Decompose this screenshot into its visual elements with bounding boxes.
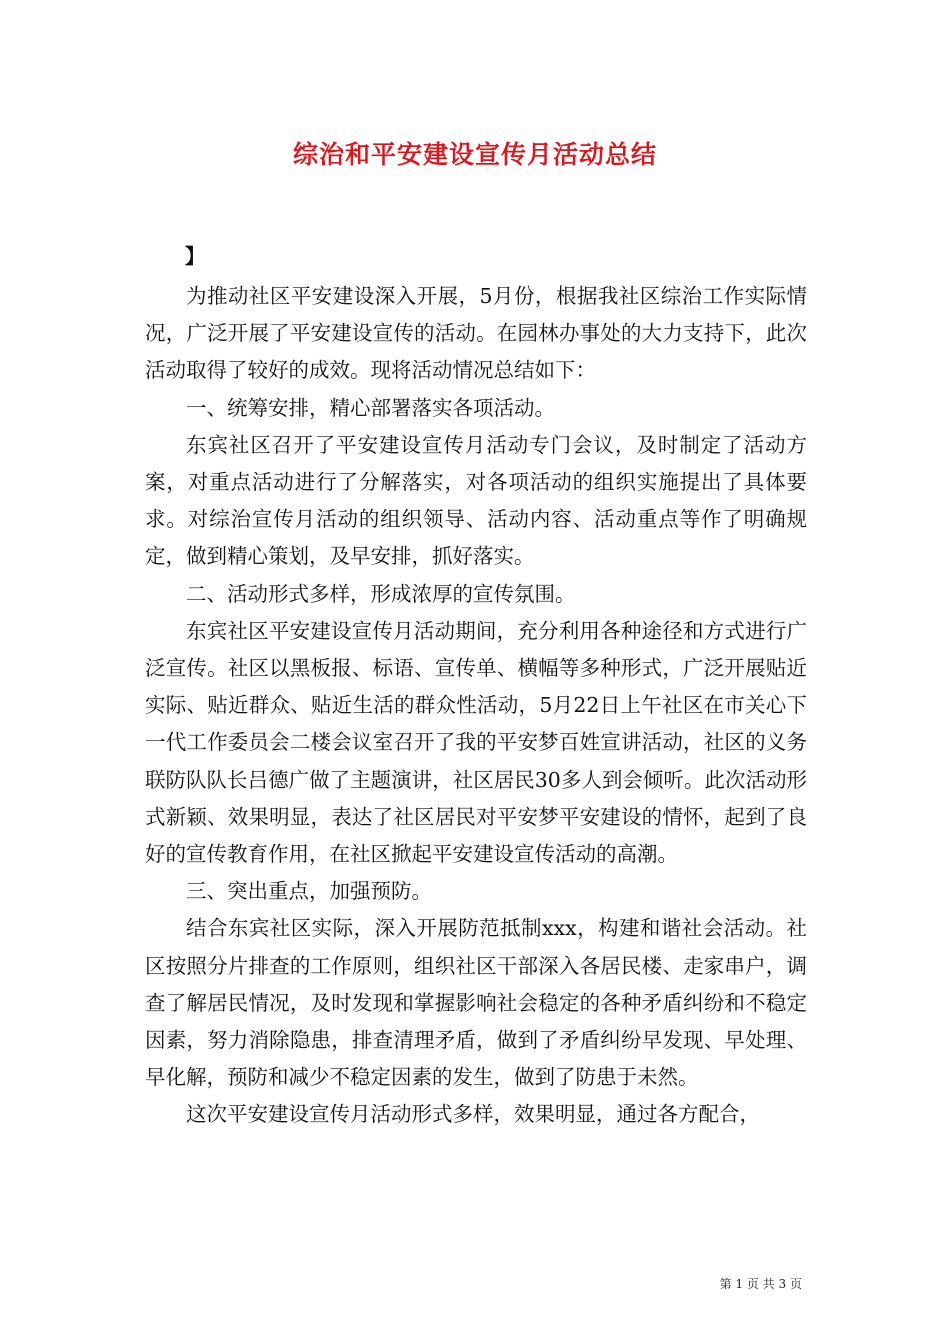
paragraph-intro: 为推动社区平安建设深入开展，5月份，根据我社区综治工作实际情况，广泛开展了平安建设宣传的活动。在园林办事处的大力支持下，此次活动取得了较好的成效。现将活动情况总结如下： xyxy=(145,284,807,383)
bracket-mark: 】 xyxy=(185,244,205,268)
document-body xyxy=(145,278,807,1134)
section-heading-2: 二、活动形式多样，形成浓厚的宣传氛围。 xyxy=(186,581,576,606)
paragraph-closing: 这次平安建设宣传月活动形式多样，效果明显，通过各方配合， xyxy=(186,1102,760,1127)
section-heading-3: 三、突出重点，加强预防。 xyxy=(186,879,432,904)
section-heading-1: 一、统筹安排，精心部署落实各项活动。 xyxy=(186,395,555,420)
page-number: 第 1 页 共 3 页 xyxy=(719,1277,802,1291)
paragraph-section-1: 东宾社区召开了平安建设宣传月活动专门会议，及时制定了活动方案，对重点活动进行了分解落实，对各项活动的组织实施提出了具体要求。对综治宣传月活动的组织领导、活动内容、活动重点等作了明确规定，做到精心策划，及早安排，抓好落实。 xyxy=(145,432,807,569)
paragraph-section-2: 东宾社区平安建设宣传月活动期间，充分利用各种途径和方式进行广泛宣传。社区以黑板报、标语、宣传单、横幅等多种形式，广泛开展贴近实际、贴近群众、贴近生活的群众性活动，5月22日上午社区在市关心下一代工作委员会二楼会议室召开了我的平安梦百姓宣讲活动，社区的义务联防队队长吕德广做了主题演讲，社区居民30多人到会倾听。此次活动形式新颖、效果明显，表达了社区居民对平安梦平安建设的情怀，起到了良好的宣传教育作用，在社区掀起平安建设宣传活动的高潮。 xyxy=(145,618,807,867)
paragraph-section-3: 结合东宾社区实际，深入开展防范抵制xxx，构建和谐社会活动。社区按照分片排查的工作原则，组织社区干部深入各居民楼、走家串户，调查了解居民情况，及时发现和掌握影响社会稳定的各种矛盾纠纷和不稳定因素，努力消除隐患，排查清理矛盾，做到了矛盾纠纷早发现、早处理、早化解，预防和减少不稳定因素的发生，做到了防患于未然。 xyxy=(145,916,807,1090)
document-title: 综治和平安建设宣传月活动总结 xyxy=(292,140,657,169)
